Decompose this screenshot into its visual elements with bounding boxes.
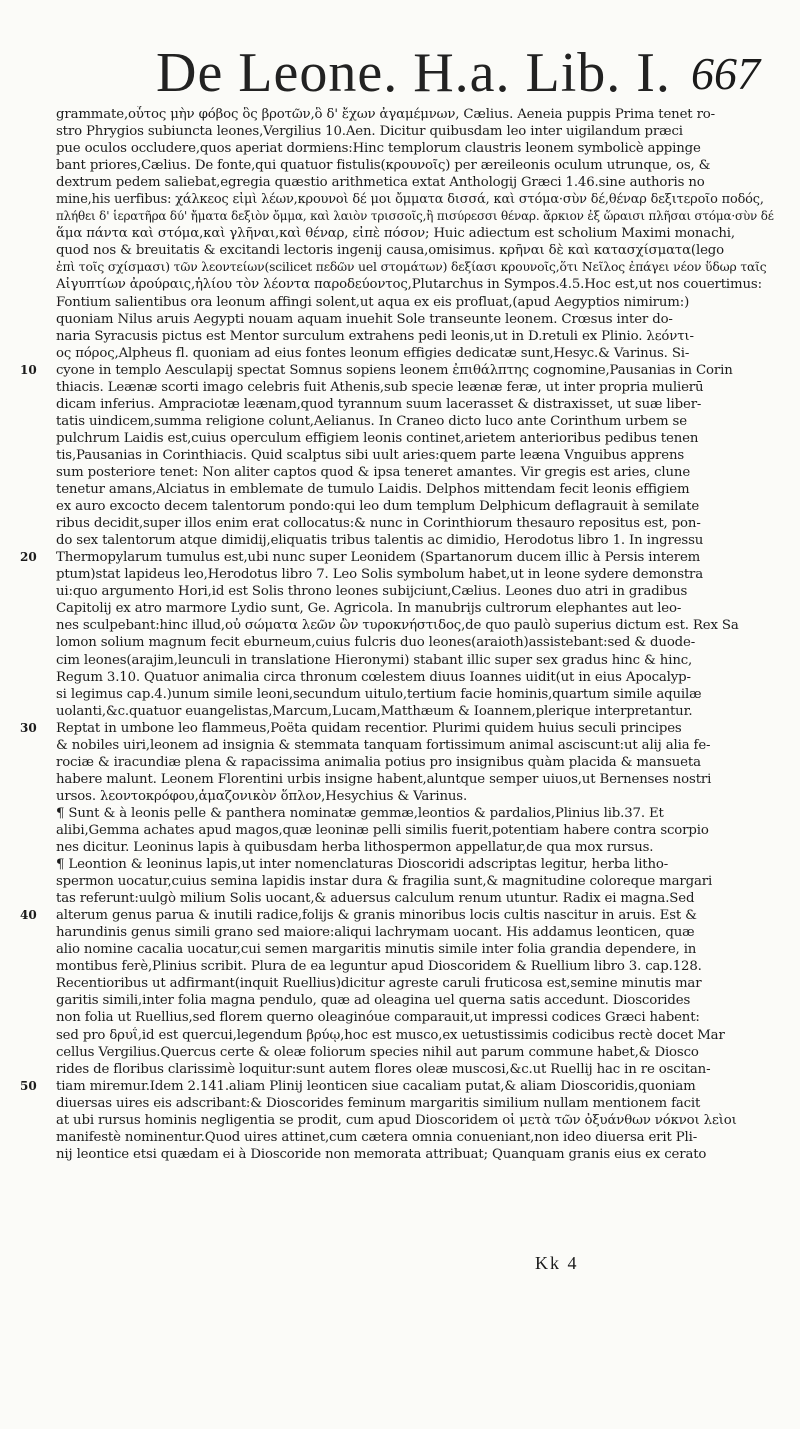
margin-line-number: 50 [20, 1079, 37, 1093]
text-line: grammate,οὗτος μὴν φόβος ὃς βροτῶν,ὃ δ' ἔχων ἀγαμέμνων, Cælius. Aeneia puppis Prima tenet ro- [56, 107, 715, 122]
text-line: sum posteriore tenet: Non aliter captos quod & ipsa teneret amantes. Vir gregis est aries, clune [56, 464, 691, 480]
text-line: tiam miremur.Idem 2.141.aliam Plinij leonticen siue cacaliam putat,& aliam Dioscoridis,quoniam [56, 1078, 696, 1094]
text-line: alterum genus parua & inutili radice,folijs & granis minoribus locis cultis nascitur in aruis. Est & [56, 908, 697, 924]
text-line: ἐπὶ τοῖς σχίσμασι) τῶν λεοντείων(scilicet πεδῶν uel στομάτων) δεξίασι κρουνοῖς,ὅτι Νεῖλος ἐπάγει νέον ὕδωρ ταῖς [56, 260, 767, 275]
text-line: Fontium salientibus ora leonum affingi solent,ut aqua ex eis profluat,(apud Aegyptios nimirum:) [56, 294, 690, 310]
text-line: mine,his uerfibus: χάλκεος εἰμὶ λέων,κρουνοὶ δέ μοι ὄμματα δισσά, καὶ στόμα·σὺν δέ,θέναρ δεξιτεροῖο ποδός, [56, 192, 764, 208]
text-line: harundinis genus simili grano sed maiore:aliqui lachrymam uocant. His addamus leonticen, quæ [56, 925, 695, 941]
text-line: nes sculpebant:hinc illud,οὐ σώματα λεῶν ὢν τυροκνήστιδος,de quo paulò superius dictum est. Rex Sa [56, 618, 739, 634]
text-line: tis,Pausanias in Corinthiacis. Quid scalptus sibi uult aries:quem parte leæna Vnguibus apprens [56, 447, 685, 463]
text-line: bant priores,Cælius. De fonte,qui quatuor fistulis(κρουνοῖς) per æreileonis oculum utrunque, os, & [56, 158, 711, 174]
text-line: ursos. λεοντοκρόφου,ἁμαζονικὸν ὅπλον,Hesychius & Varinus. [56, 788, 468, 804]
text-line: ¶ Sunt & à leonis pelle & panthera nominatæ gemmæ,leontios & pardalios,Plinius lib.37. Et [56, 805, 664, 821]
text-line: tatis uindicem,summa religione colunt,Aelianus. In Craneo dicto luco ante Corinthum urbem se [56, 413, 687, 429]
margin-line-number: 40 [20, 908, 37, 922]
text-line: diuersas uires eis adscribant:& Dioscorides feminum margaritis similium nullam mentionem facit [56, 1095, 701, 1111]
text-line: do sex talentorum atque dimidij,eliquatis tribus talentis ac dimidio, Herodotus libro 1. In ingressu [56, 533, 704, 549]
text-line: alibi,Gemma achates apud magos,quæ leoninæ pelli similis fuerit,potentiam habere contra scorpio [56, 822, 709, 838]
text-line: Thermopylarum tumulus est,ubi nunc super Leonidem (Spartanorum ducem illic à Persis interem [56, 550, 701, 566]
text-line: Αἰγυπτίων ἀρούραις,ἡλίου τὸν λέοντα παροδεύοντος,Plutarchus in Sympos.4.5.Hoc est,ut nos couertimus: [56, 277, 762, 293]
text-line: garitis simili,inter folia magna pendulo, quæ ad oleagina uel querna satis accedunt. Dioscorides [56, 993, 691, 1009]
text-line: ex auro excocto decem talentorum pondo:qui leo dum templum Delphicum deflagrauit à semilate [56, 499, 700, 515]
text-line: rides de floribus clarissimè loquitur:sunt autem flores oleæ muscosi,&c.ut Ruellij hac in re oscitan- [56, 1061, 711, 1077]
text-line: dextrum pedem saliebat,egregia quæstio arithmetica extat Anthologij Græci 1.46.sine authoris no [56, 175, 705, 191]
text-line: dicam inferius. Ampraciotæ leænam,quod tyrannum suum lacerasset & distraxisset, ut suæ liber- [56, 396, 702, 412]
text-line: naria Syracusis pictus est Mentor surculum extrahens pedi leonis,ut in D.retuli ex Plinio. λεόντι- [56, 328, 694, 344]
text-line: nij leontice etsi quædam ei à Dioscoride non memorata attribuat; Quanquam granis eius ex cerato [56, 1146, 707, 1162]
signature-mark: Kk 4 [535, 1253, 579, 1273]
text-line: Regum 3.10. Quatuor animalia circa thronum cœlestem diuus Ioannes uidit(ut in eius Apocalyp- [56, 669, 691, 685]
text-line: Capitolij ex atro marmore Lydio sunt, Ge. Agricola. In manubrijs cultrorum elephantes aut leo- [56, 601, 682, 617]
text-line: ἅμα πάντα καὶ στόμα,καὶ γλῆναι,καὶ θέναρ, εἰπὲ πόσον; Huic adiectum est scholium Maximi monachi, [56, 226, 735, 242]
text-line: si legimus cap.4.)unum simile leoni,secundum uitulo,tertium facie hominis,quartum simile aquilæ [56, 686, 702, 702]
text-line: alio nomine cacalia uocatur,cui semen margaritis minutis simile inter folia grandia dependere, in [56, 942, 697, 958]
text-line: ος πόρος,Alpheus fl. quoniam ad eius fontes leonum effigies dedicatæ sunt,Hesyc.& Varinus. Si- [56, 345, 690, 361]
text-line: cyone in templo Aesculapij spectat Somnus sopiens leonem ἐπιθάλπτης cognomine,Pausanias in Corin [56, 362, 733, 378]
text-line: stro Phrygios subiuncta leones,Vergilius 10.Aen. Dicitur quibusdam leo inter uigilandum præci [56, 124, 683, 140]
running-title: De Leone. H.a. Lib. I. [156, 42, 671, 104]
text-line: ¶ Leontion & leoninus lapis,ut inter nomenclaturas Dioscoridi adscriptas legitur, herba litho- [56, 857, 669, 873]
text-line: tas referunt:uulgò milium Solis uocant,& aduersus calculum renum utuntur. Radix ei magna.Sed [56, 891, 695, 907]
margin-line-number: 20 [20, 550, 37, 564]
text-line: nes dicitur. Leoninus lapis à quibusdam herba lithospermon appellatur,de qua mox rursus. [56, 840, 654, 856]
text-line: rociæ & iracundiæ plena & rapacissima animalia potius pro insignibus quàm placida & mansueta [56, 754, 701, 770]
text-line: lomon solium magnum fecit eburneum,cuius fulcris duo leones(araioth)assistebant:sed & duode- [56, 635, 696, 651]
margin-line-number: 30 [20, 721, 37, 735]
text-line: cim leones(arajim,leunculi in translatione Hieronymi) stabant illic super sex gradus hinc & hinc, [56, 652, 693, 668]
text-line: montibus ferè,Plinius scribit. Plura de ea leguntur apud Dioscoridem & Ruellium libro 3. cap.128. [56, 959, 702, 975]
text-line: Recentioribus ut adfirmant(inquit Ruellius)dicitur agreste caruli fruticosa est,semine minutis mar [56, 976, 702, 992]
text-line: quoniam Nilus aruis Aegypti nouam aquam inuehit Sole transeunte leonem. Crœsus inter do- [56, 311, 673, 327]
text-line: spermon uocatur,cuius semina lapidis instar dura & fragilia sunt,& magnitudine coloreque margari [56, 874, 713, 890]
text-line: Reptat in umbone leo flammeus,Poëta quidam recentior. Plurimi quidem huius seculi principes [56, 720, 682, 736]
text-line: thiacis. Leænæ scorti imago celebris fuit Athenis,sub specie leænæ feræ, ut inter propria mulierū [56, 379, 704, 395]
text-line: non folia ut Ruellius,sed florem querno oleaginóue comparauit,ut impressi codices Græci habent: [56, 1010, 700, 1026]
text-line: pue oculos occludere,quos aperiat dormiens:Hinc templorum claustris leonem symbolicè appinge [56, 141, 701, 157]
text-line: habere malunt. Leonem Florentini urbis insigne habent,aluntque semper uiuos,ut Bernenses nostri [56, 771, 712, 787]
text-line: pulchrum Laidis est,cuius operculum effigiem leonis continet,arietem anterioribus pedibus tenen [56, 430, 699, 446]
text-line: πλήθει δ' ἱερατῆρα δύ' ἤματα δεξιὸν ὄμμα, καὶ λαιὸν τρισσοῖς,ἢ πισύρεσσι θέναρ. ἄρκιον ἐξ ὥραισι πλῆσαι στόμα·σὺν δέ [56, 209, 774, 224]
text-line: uolanti,&c.quatuor euangelistas,Marcum,Lucam,Matthæum & Ioannem,plerique interpretantur. [56, 703, 693, 719]
text-line: sed pro δρυΐ,id est quercui,legendum βρύῳ,hoc est musco,ex uetustissimis codicibus rectè docet Mar [56, 1027, 725, 1043]
text-line: quod nos & breuitatis & excitandi lectoris ingenij causa,omisimus. κρῆναι δὲ καὶ κατασχίσματα(lego [56, 243, 725, 259]
text-line: tenetur amans,Alciatus in emblemate de tumulo Laidis. Delphos mittendam fecit leonis effigiem [56, 482, 690, 498]
text-line: ui:quo argumento Hori,id est Solis throno leones subijciunt,Cælius. Leones duo atri in gradibus [56, 584, 688, 600]
text-line: manifestè nominentur.Quod uires attinet,cum cætera omnia conueniant,non ideo diuersa erit Pli- [56, 1129, 698, 1145]
margin-line-number: 10 [20, 363, 37, 377]
page-number: 667 [691, 48, 760, 99]
text-line: ptum)stat lapideus leo,Herodotus libro 7. Leo Solis symbolum habet,ut in leone sydere demonstra [56, 567, 704, 583]
text-line: & nobiles uiri,leonem ad insignia & stemmata tanquam fortissimum animal asciscunt:ut alij alia fe- [56, 737, 711, 753]
page-header [64, 38, 770, 108]
text-line: ribus decidit,super illos enim erat collocatus:& nunc in Corinthiorum thesauro repositus est, pon- [56, 516, 701, 532]
body-text [56, 106, 774, 1266]
text-line: cellus Vergilius.Quercus certe & oleæ foliorum species nihil aut parum commune habet,& Diosco [56, 1044, 699, 1060]
text-line: at ubi rursus hominis negligentia se prodit, cum apud Dioscoridem οἱ μετὰ τῶν ὀξυάνθων νόκνοι λεὶοι [56, 1112, 737, 1128]
